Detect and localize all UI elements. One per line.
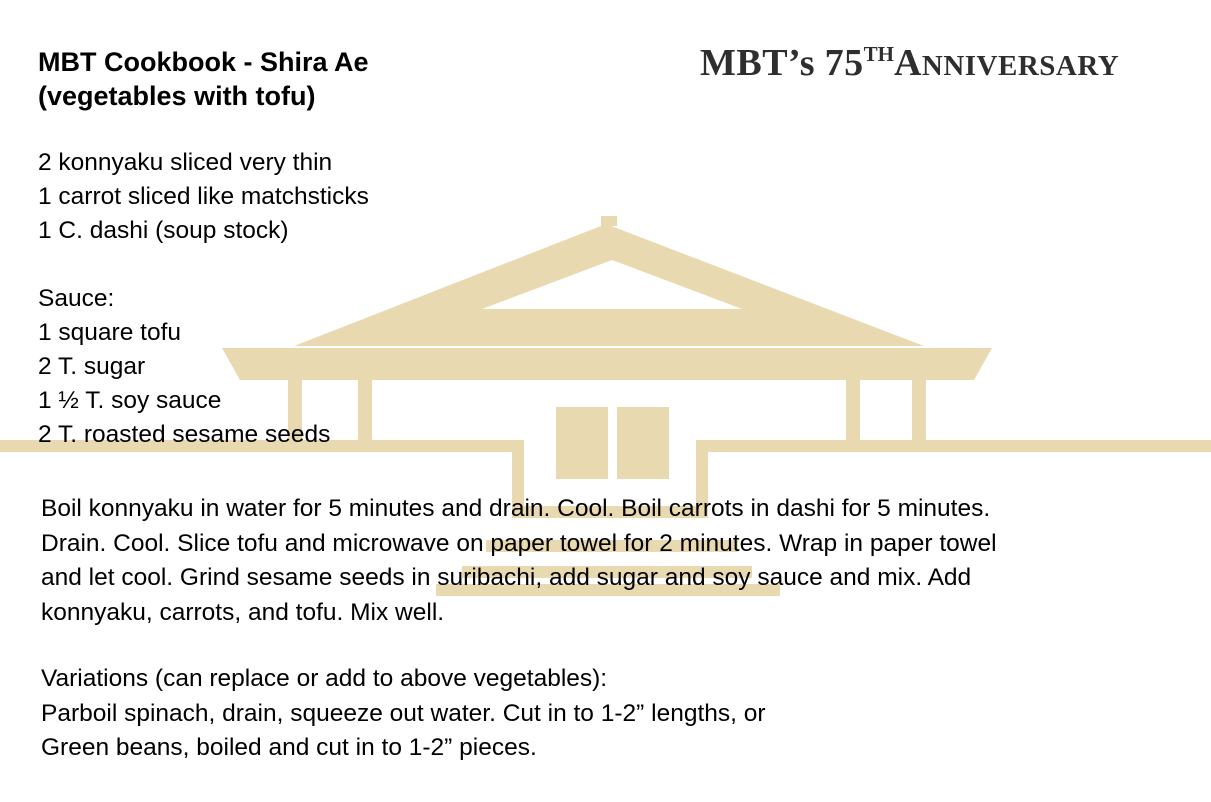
variations-line: Parboil spinach, drain, squeeze out water. Cut in to 1-2” lengths, or [41,699,766,727]
roof-eave [222,348,992,380]
pillar-right-outer [912,380,926,440]
brand-a: A [893,42,922,84]
instructions-paragraph [41,492,997,630]
sauce-list [38,316,330,452]
variations-line: Green beans, boiled and cut in to 1-2” pieces. [41,734,537,761]
door-right [617,407,669,479]
pillar-right-inner [846,380,860,440]
sauce-item: 1 square tofu [38,319,182,346]
instructions-line: Drain. Cool. Slice tofu and microwave on paper towel for 2 minutes. Wrap in paper towel [41,529,997,557]
variations-paragraph [41,662,766,766]
ingredient-item: 1 C. dashi (soup stock) [38,217,289,244]
pillar-left-inner [358,380,372,440]
instructions-line: and let cool. Grind sesame seeds in suribachi, add sugar and soy sauce and mix. Add [41,564,972,591]
sauce-item: 1 ½ T. soy sauce [38,387,222,414]
anniversary-logo [700,34,1119,86]
recipe-title-line-2: (vegetables with tofu) [38,81,316,111]
recipe-title-line-1: MBT Cookbook - Shira Ae [38,47,369,77]
ingredient-item: 1 carrot sliced like matchsticks [38,183,369,210]
brand-nniversary: NNIVERSARY [921,50,1120,82]
ingredient-item: 2 konnyaku sliced very thin [38,149,333,176]
instructions-line: konnyaku, carrots, and tofu. Mix well. [41,598,445,626]
door-left [556,407,608,479]
recipe-title [38,45,369,113]
brand-mbt: MBT’s [700,42,816,84]
variations-heading: Variations (can replace or add to above vegetables): [41,665,608,692]
sauce-item: 2 T. sugar [38,353,146,380]
roof-gable [294,224,924,346]
brand-th: TH [863,42,894,66]
instructions-line: Boil konnyaku in water for 5 minutes and drain. Cool. Boil carrots in dashi for 5 minutes. [41,495,991,522]
ingredient-list [38,146,369,248]
brand-number: 75 [824,42,864,84]
roof-finial [601,216,617,226]
ground-right [696,440,1211,452]
sauce-item: 2 T. roasted sesame seeds [38,421,331,448]
sauce-heading: Sauce: [38,285,115,312]
